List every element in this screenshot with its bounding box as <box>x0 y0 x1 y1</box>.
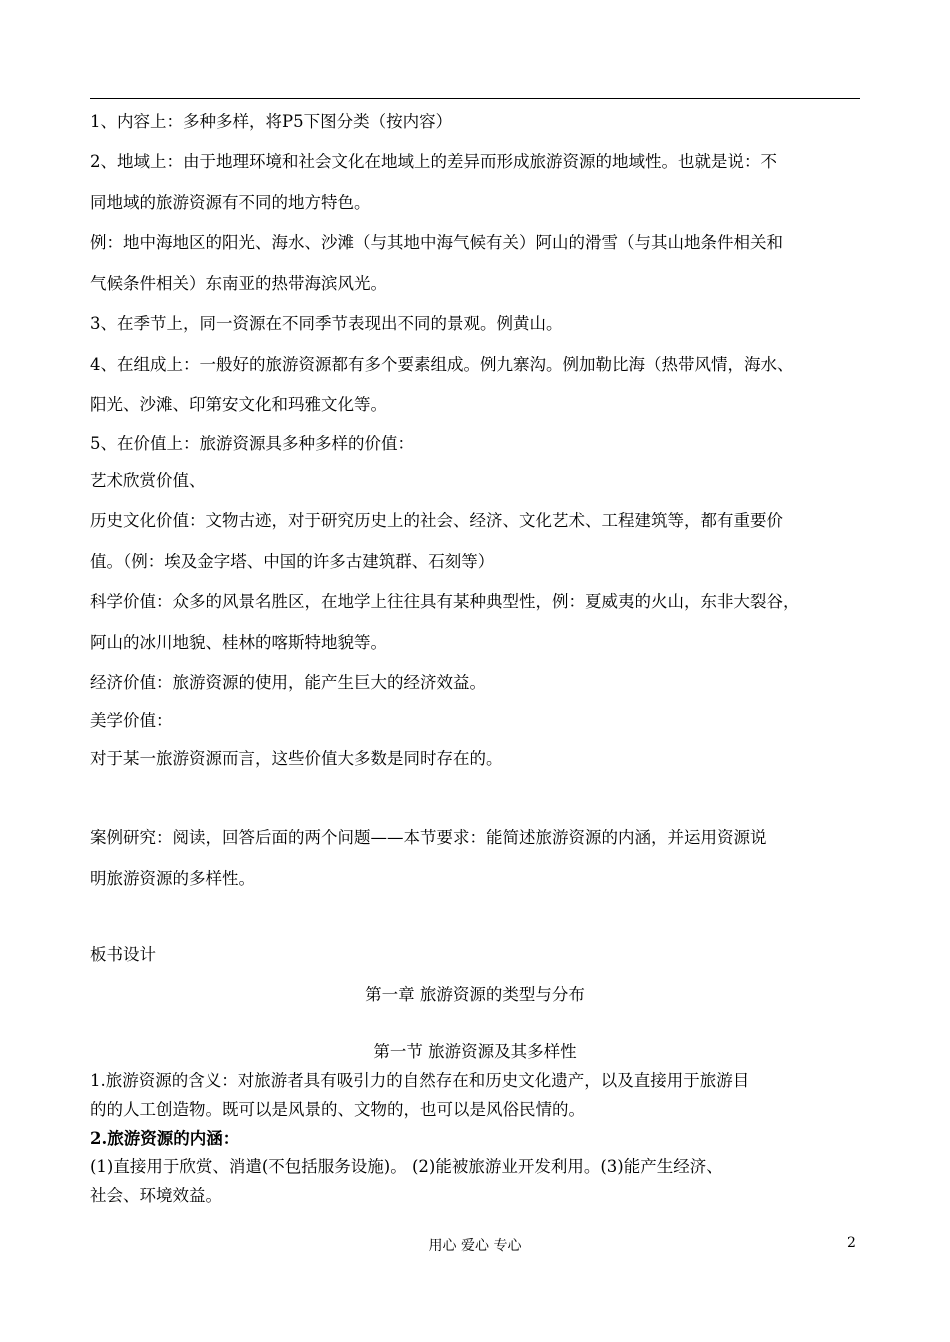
text-line: 经济价值：旅游资源的使用，能产生巨大的经济效益。 <box>90 673 486 692</box>
connotation-line: 社会、环境效益。 <box>90 1186 222 1205</box>
text-line: 历史文化价值：文物古迹，对于研究历史上的社会、经济、文化艺术、工程建筑等，都有重要价 <box>90 511 783 530</box>
text-line: 值。（例：埃及金字塔、中国的许多古建筑群、石刻等） <box>90 552 495 571</box>
text-line: 明旅游资源的多样性。 <box>90 869 255 888</box>
chapter-title: 第一章 旅游资源的类型与分布 <box>365 985 585 1004</box>
text-line: 阿山的冰川地貌、桂林的喀斯特地貌等。 <box>90 633 387 652</box>
page-number: 2 <box>847 1235 856 1251</box>
text-line: 气候条件相关）东南亚的热带海滨风光。 <box>90 274 387 293</box>
definition-line: 的的人工创造物。既可以是风景的、文物的，也可以是风俗民情的。 <box>90 1100 585 1119</box>
text-line: 对于某一旅游资源而言，这些价值大多数是同时存在的。 <box>90 749 503 768</box>
text-line: 案例研究：阅读，回答后面的两个问题——本节要求：能简述旅游资源的内涵，并运用资源说 <box>90 828 767 847</box>
text-line: 1、内容上：多种多样，将P5下图分类（按内容） <box>90 112 453 131</box>
section-title: 第一节 旅游资源及其多样性 <box>373 1042 577 1061</box>
text-line: 美学价值： <box>90 711 173 730</box>
text-line: 4、在组成上：一般好的旅游资源都有多个要素组成。例九寨沟。例加勒比海（热带风情，海水、 <box>90 355 794 374</box>
connotation-title: 2.旅游资源的内涵： <box>90 1129 240 1148</box>
text-line: 艺术欣赏价值、 <box>90 471 206 490</box>
text-line: 例：地中海地区的阳光、海水、沙滩（与其地中海气候有关）阿山的滑雪（与其山地条件相关和 <box>90 233 783 252</box>
text-line: 同地域的旅游资源有不同的地方特色。 <box>90 193 371 212</box>
board-heading: 板书设计 <box>90 945 156 964</box>
definition-line: 1.旅游资源的含义：对旅游者具有吸引力的自然存在和历史文化遗产，以及直接用于旅游目 <box>90 1071 750 1090</box>
text-line: 3、在季节上，同一资源在不同季节表现出不同的景观。例黄山。 <box>90 314 563 333</box>
header-rule <box>90 98 860 99</box>
text-line: 2、地域上：由于地理环境和社会文化在地域上的差异而形成旅游资源的地域性。也就是说：不 <box>90 152 777 171</box>
footer-motto: 用心 爱心 专心 <box>428 1238 522 1254</box>
text-line: 5、在价值上：旅游资源具多种多样的价值： <box>90 434 414 453</box>
text-line: 科学价值：众多的风景名胜区，在地学上往往具有某种典型性，例：夏威夷的火山，东非大裂谷， <box>90 592 800 611</box>
text-line: 阳光、沙滩、印第安文化和玛雅文化等。 <box>90 395 387 414</box>
connotation-line: (1)直接用于欣赏、消遣(不包括服务设施)。 (2)能被旅游业开发利用。(3)能产生经济、 <box>90 1157 723 1176</box>
